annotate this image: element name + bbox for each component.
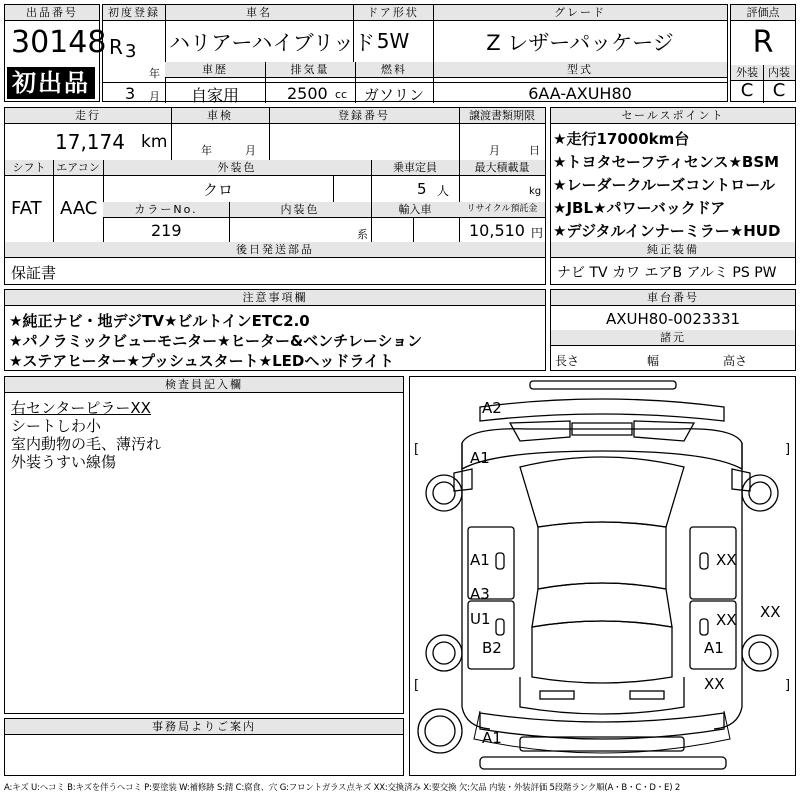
history: 自家用 [190, 86, 239, 105]
damage-mark-right-rear-quarter: XX [704, 675, 725, 693]
ext-color-label: 外装色 [103, 160, 371, 176]
bracket-right-front: ] [785, 442, 791, 457]
damage-mark-left-rear-door: A3 [470, 585, 490, 603]
ac: AAC [60, 198, 98, 219]
grade: Z レザーパッケージ [486, 31, 674, 55]
capacity-unit: 人 [437, 184, 450, 198]
sales-line-2: ★トヨタセーフティセンス★BSM [553, 153, 780, 171]
disp-unit: cc [335, 88, 348, 101]
header-section [4, 4, 796, 105]
era-year: 3 [125, 41, 137, 62]
color-no: 219 [151, 221, 182, 240]
transfer-day: 日 [529, 144, 540, 157]
chassis-number: AXUH80-0023331 [605, 310, 741, 328]
mileage: 17,174 [55, 130, 125, 154]
sales-line-5: ★デジタルインナーミラー★HUD [553, 222, 781, 240]
bracket-left-front: [ [414, 442, 420, 457]
first-reg-label: 初度登録 [103, 5, 165, 21]
notes-section [4, 289, 546, 371]
sales-line-4: ★JBL★パワーバックドア [553, 199, 726, 217]
model-label: 型式 [433, 62, 727, 78]
recycle-label: リサイクル預託金 [459, 202, 545, 218]
month-unit: 月 [149, 90, 160, 103]
name-label: 車名 [165, 5, 353, 21]
int-color-label: 内装色 [229, 202, 371, 218]
inspect-month: 月 [245, 144, 256, 157]
car-outline [410, 377, 795, 775]
int-score: C [772, 80, 786, 101]
equip-label: 純正装備 [551, 242, 795, 258]
disp-label: 排気量 [265, 62, 355, 78]
damage-mark-right-front-door: XX [716, 551, 737, 569]
shift-label: シフト [5, 160, 53, 176]
dim-height: 高さ [723, 354, 748, 368]
vehicle-diagram [409, 376, 796, 776]
vehicle-name: ハリアーハイブリッド [169, 31, 376, 55]
notes-line-2: ★パノラミックビューモニター★ヒーター&ベンチレーション [9, 332, 423, 350]
damage-mark-right-pillar: XX [760, 603, 781, 621]
first-listing-badge: 初出品 [7, 67, 95, 99]
fuel-label: 燃料 [355, 62, 433, 78]
model-code: 6AA-AXUH80 [528, 84, 632, 103]
notes-label: 注意事項欄 [5, 290, 545, 306]
bracket-left-rear: [ [414, 678, 420, 693]
inspect-label: 車検 [171, 108, 269, 124]
transfer-label: 譲渡書類期限 [459, 108, 545, 124]
chassis-section [550, 289, 796, 371]
damage-mark-left-front-door: A1 [470, 551, 490, 569]
damage-mark-front-bumper: A2 [482, 399, 502, 417]
ext-color: クロ [202, 181, 233, 199]
inspector-line-4: 外装うすい線傷 [11, 453, 117, 471]
bracket-right-rear: ] [785, 678, 791, 693]
dim-length: 長さ [555, 354, 580, 368]
score-block [730, 4, 796, 102]
transfer-month: 月 [489, 144, 500, 157]
capacity: 5 [417, 180, 427, 198]
era: R [109, 35, 123, 59]
sales-line-3: ★レーダークルーズコントロール [553, 176, 775, 194]
score-label: 評価点 [731, 5, 795, 21]
inspector-line-3: 室内動物の毛、薄汚れ [11, 435, 162, 453]
fuel: ガソリン [363, 86, 424, 104]
notes-line-1: ★純正ナビ・地デジTV★ビルトインETC2.0 [9, 312, 310, 330]
door-label: ドア形状 [353, 5, 433, 21]
int-label: 内装 [763, 65, 795, 81]
inspect-year: 年 [201, 144, 212, 157]
history-label: 車歴 [165, 62, 265, 78]
recycle-unit: 円 [531, 226, 544, 240]
ext-score: C [740, 80, 754, 101]
shift: FAT [11, 198, 42, 219]
inspector-line-1: 右センターピラーXX [11, 399, 151, 417]
vehicle-info-row [102, 4, 728, 105]
notes-line-3: ★ステアヒーター★プッシュスタート★LEDヘッドライト [9, 352, 394, 370]
listing-no: 30148 [11, 25, 107, 60]
load-label: 最大積載量 [459, 160, 545, 176]
mileage-unit: km [141, 132, 168, 152]
regno-label: 登録番号 [269, 108, 459, 124]
damage-mark-left-rear-door-dent: U1 [470, 610, 491, 628]
sales-label: セールスポイント [551, 108, 795, 124]
dim-width: 幅 [647, 354, 660, 368]
recycle: 10,510 [469, 221, 525, 240]
door-type: 5W [376, 29, 410, 53]
inspector-line-2: シートしわ小 [11, 417, 102, 435]
equip: ナビ TV カワ エアB アルミ PS PW [557, 265, 777, 281]
load-unit: kg [529, 186, 542, 197]
detail-table [4, 107, 546, 285]
later-parts-label: 後日発送部品 [5, 242, 545, 258]
inspector-section [4, 376, 404, 714]
damage-mark-rear-bumper: A1 [482, 729, 502, 747]
listing-no-label: 出品番号 [5, 5, 99, 21]
listing-block [4, 4, 107, 102]
mileage-label: 走行 [5, 108, 171, 124]
score: R [752, 25, 774, 60]
ext-label: 外装 [731, 65, 763, 81]
ac-label: エアコン [53, 160, 103, 176]
color-no-label: カラーNo. [103, 202, 229, 218]
int-color-unit: 系 [357, 228, 368, 241]
month: 3 [125, 84, 136, 103]
legend: A:キズ U:ヘコミ B:キズを伴うヘコミ P:要塗装 W:補修跡 S:錆 C:腐食、穴 G:フロントガラス点キズ XX:交換済み X:要交換 欠:欠品 内装・外装評価 5段階ランク順(A・B・C・D・E) 2 [4, 783, 681, 793]
damage-mark-right-rear-fender: A1 [704, 639, 724, 657]
damage-mark-left-rear-fender: B2 [482, 639, 502, 657]
damage-mark-front-left: A1 [470, 449, 490, 467]
sales-point-section [550, 107, 796, 285]
sales-line-1: ★走行17000km台 [553, 130, 690, 148]
damage-mark-right-rear-door: XX [716, 611, 737, 629]
chassis-label: 車台番号 [551, 290, 795, 306]
grade-label: グレード [433, 5, 727, 21]
inspector-label: 検査員記入欄 [5, 377, 403, 393]
displacement: 2500 [287, 84, 328, 103]
office-section [4, 718, 404, 776]
year-unit: 年 [149, 67, 160, 80]
capacity-label: 乗車定員 [371, 160, 459, 176]
later-parts: 保証書 [11, 264, 57, 282]
office-label: 事務局よりご案内 [5, 719, 403, 735]
import-label: 輸入車 [371, 202, 459, 218]
dims-label: 諸元 [551, 330, 795, 346]
